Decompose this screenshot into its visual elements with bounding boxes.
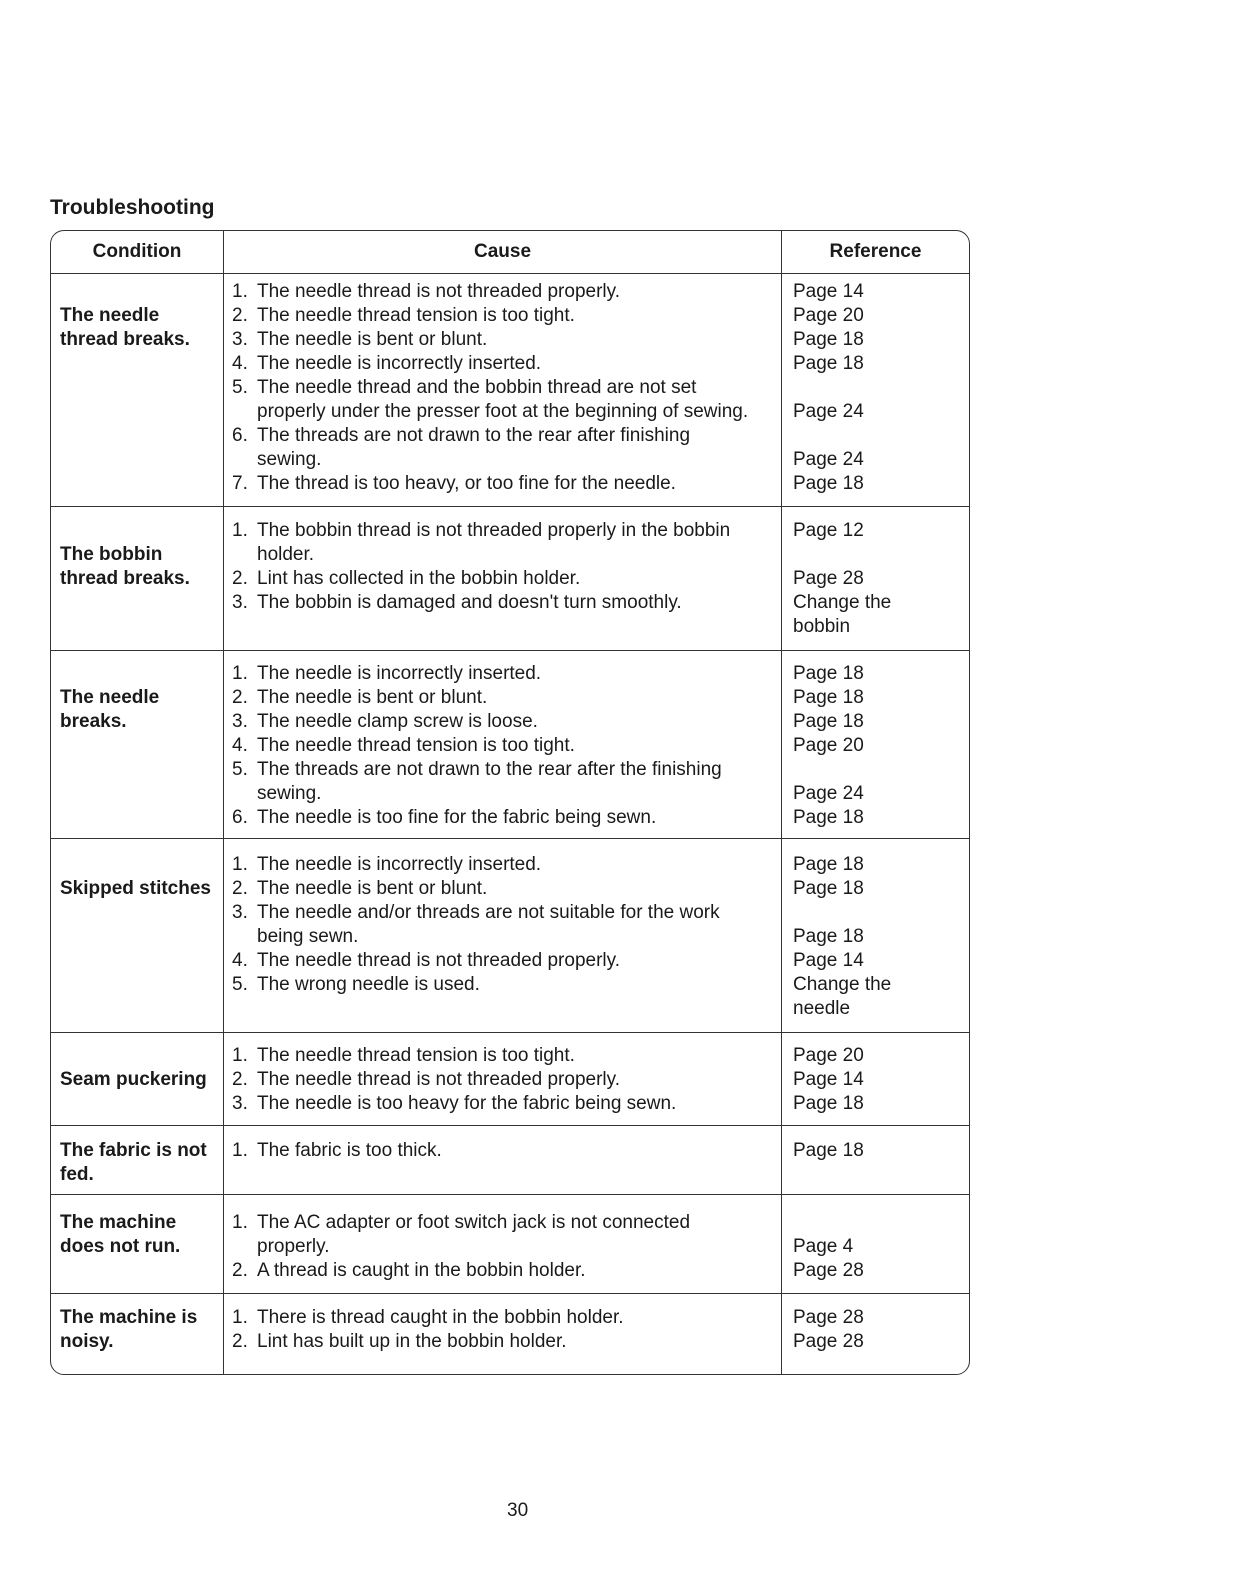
cause-text: The needle is incorrectly inserted.: [257, 854, 542, 875]
table-row: [51, 839, 969, 1033]
cause-number: 5.: [232, 759, 248, 780]
reference-line: [793, 901, 969, 925]
condition-cell: The machine does not run.: [51, 1195, 224, 1293]
cause-number: [232, 400, 257, 424]
cause-number: 1.: [232, 520, 248, 541]
cause-text: The AC adapter or foot switch jack is not connected: [257, 1212, 691, 1233]
cause-text: The needle thread tension is too tight.: [257, 1045, 575, 1066]
cause-number: 4.: [232, 950, 248, 971]
cause-line: [232, 662, 781, 686]
cause-line: [232, 280, 781, 304]
cause-number: 4.: [232, 353, 248, 374]
cause-number: 3.: [232, 1093, 248, 1114]
reference-cell: [782, 1195, 969, 1293]
reference-line: Page 14: [793, 1069, 864, 1090]
cause-line: [232, 1068, 781, 1092]
cause-text: properly under the presser foot at the beginning of sewing.: [257, 401, 749, 422]
cause-line: [232, 1235, 781, 1259]
reference-line: Page 18: [793, 329, 864, 350]
cause-cell: [224, 1195, 782, 1293]
cause-line: [232, 519, 781, 543]
cause-number: 1.: [232, 1307, 248, 1328]
cause-text: The needle thread is not threaded properly.: [257, 950, 620, 971]
cause-text: The needle is incorrectly inserted.: [257, 663, 542, 684]
reference-line: Page 18: [793, 807, 864, 828]
cause-number: 6.: [232, 807, 248, 828]
cause-text: The bobbin is damaged and doesn't turn smoothly.: [257, 592, 682, 613]
cause-line: [232, 400, 781, 424]
reference-line: Page 18: [793, 473, 864, 494]
cause-number: 1.: [232, 281, 248, 302]
cause-number: 1.: [232, 854, 248, 875]
cause-text: The bobbin thread is not threaded properly in the bobbin: [257, 520, 731, 541]
cause-line: [232, 949, 781, 973]
reference-line: Page 28: [793, 1331, 864, 1352]
cause-text: sewing.: [257, 783, 322, 804]
reference-cell: [782, 1294, 969, 1374]
cause-number: 2.: [232, 1260, 248, 1281]
cause-text: The needle thread is not threaded properly.: [257, 281, 620, 302]
cause-line: [232, 806, 781, 830]
cause-number: 3.: [232, 711, 248, 732]
cause-line: [232, 591, 781, 615]
condition-cell: Seam puckering: [51, 1033, 224, 1125]
reference-line: Page 20: [793, 1045, 864, 1066]
cause-line: [232, 543, 781, 567]
cause-line: [232, 448, 781, 472]
reference-line: Page 24: [793, 449, 864, 470]
cause-cell: [224, 274, 782, 506]
cause-number: 5.: [232, 377, 248, 398]
cause-text: properly.: [257, 1236, 330, 1257]
cause-line: [232, 1306, 781, 1330]
cause-line: [232, 1139, 781, 1163]
cause-line: [232, 352, 781, 376]
cause-number: [232, 925, 257, 949]
reference-line: needle: [793, 998, 851, 1019]
cause-line: [232, 304, 781, 328]
page-number: 30: [507, 1500, 529, 1521]
cause-cell: [224, 1126, 782, 1194]
reference-line: Page 20: [793, 305, 864, 326]
cause-text: holder.: [257, 544, 315, 565]
reference-line: bobbin: [793, 616, 851, 637]
cause-number: 3.: [232, 902, 248, 923]
cause-text: The needle and/or threads are not suitable for the work: [257, 902, 720, 923]
table-row: [51, 1033, 969, 1126]
cause-cell: [224, 1033, 782, 1125]
cause-text: The needle is bent or blunt.: [257, 878, 488, 899]
cause-number: [232, 997, 257, 1021]
page-title: Troubleshooting: [50, 196, 215, 219]
cause-line: [232, 973, 781, 997]
cause-line: [232, 710, 781, 734]
reference-line: Page 14: [793, 950, 864, 971]
cause-line: [232, 1044, 781, 1068]
reference-line: Page 18: [793, 663, 864, 684]
cause-line: [232, 1259, 781, 1283]
reference-line: Page 18: [793, 711, 864, 732]
cause-number: 2.: [232, 687, 248, 708]
reference-line: [793, 758, 969, 782]
cause-text: The needle thread tension is too tight.: [257, 305, 575, 326]
cause-number: 2.: [232, 878, 248, 899]
cause-line: [232, 997, 781, 1021]
reference-cell: [782, 651, 969, 838]
table-row: [51, 651, 969, 839]
header-cause: Cause: [224, 231, 782, 273]
reference-line: Page 12: [793, 520, 864, 541]
reference-line: Page 18: [793, 854, 864, 875]
reference-line: Page 18: [793, 926, 864, 947]
cause-line: [232, 782, 781, 806]
reference-line: Page 24: [793, 401, 864, 422]
cause-text: The needle is bent or blunt.: [257, 329, 488, 350]
cause-number: 5.: [232, 974, 248, 995]
reference-line: Page 14: [793, 281, 864, 302]
cause-cell: [224, 651, 782, 838]
cause-number: 6.: [232, 425, 248, 446]
cause-number: [232, 615, 257, 639]
cause-line: [232, 1330, 781, 1354]
reference-line: Page 18: [793, 1093, 864, 1114]
cause-text: The needle thread tension is too tight.: [257, 735, 575, 756]
header-reference: Reference: [829, 241, 922, 262]
cause-line: [232, 877, 781, 901]
cause-text: The needle is bent or blunt.: [257, 687, 488, 708]
cause-number: 2.: [232, 1331, 248, 1352]
cause-number: [232, 448, 257, 472]
header-condition: Condition: [51, 231, 224, 273]
cause-text: The needle thread and the bobbin thread are not set: [257, 377, 697, 398]
cause-line: [232, 925, 781, 949]
cause-text: Lint has collected in the bobbin holder.: [257, 568, 581, 589]
cause-text: Lint has built up in the bobbin holder.: [257, 1331, 567, 1352]
cause-line: [232, 615, 781, 639]
cause-line: [232, 376, 781, 400]
cause-text: The needle clamp screw is loose.: [257, 711, 538, 732]
cause-text: The needle thread is not threaded properly.: [257, 1069, 620, 1090]
reference-line: [793, 424, 969, 448]
reference-line: Page 18: [793, 353, 864, 374]
reference-line: Page 18: [793, 1140, 864, 1161]
cause-text: The needle is incorrectly inserted.: [257, 353, 542, 374]
cause-number: 3.: [232, 329, 248, 350]
reference-line: [793, 376, 969, 400]
cause-number: 3.: [232, 592, 248, 613]
reference-cell: [782, 1033, 969, 1125]
table-row: [51, 1126, 969, 1195]
condition-cell: The needle breaks.: [51, 651, 224, 838]
cause-number: [232, 543, 257, 567]
cause-text: sewing.: [257, 449, 322, 470]
cause-cell: [224, 1294, 782, 1374]
reference-line: Page 18: [793, 687, 864, 708]
reference-cell: [782, 274, 969, 506]
reference-line: [793, 543, 969, 567]
reference-line: Change the: [793, 592, 892, 613]
cause-text: The needle is too fine for the fabric being sewn.: [257, 807, 657, 828]
cause-text: The needle is too heavy for the fabric being sewn.: [257, 1093, 677, 1114]
cause-number: 4.: [232, 735, 248, 756]
cause-text: The threads are not drawn to the rear after finishing: [257, 425, 691, 446]
cause-text: There is thread caught in the bobbin holder.: [257, 1307, 624, 1328]
table-row: [51, 507, 969, 651]
reference-line: Page 18: [793, 878, 864, 899]
condition-cell: Skipped stitches: [51, 839, 224, 1032]
cause-number: [232, 782, 257, 806]
cause-number: 2.: [232, 305, 248, 326]
cause-number: 1.: [232, 663, 248, 684]
cause-line: [232, 1092, 781, 1116]
cause-cell: [224, 839, 782, 1032]
reference-line: Page 28: [793, 568, 864, 589]
table-body: [51, 274, 969, 1374]
condition-cell: The bobbin thread breaks.: [51, 507, 224, 650]
cause-line: [232, 734, 781, 758]
cause-cell: [224, 507, 782, 650]
condition-cell: The needle thread breaks.: [51, 274, 224, 506]
cause-text: The wrong needle is used.: [257, 974, 480, 995]
cause-line: [232, 1211, 781, 1235]
cause-number: 1.: [232, 1212, 248, 1233]
condition-cell: The machine is noisy.: [51, 1294, 224, 1374]
cause-line: [232, 758, 781, 782]
reference-line: Page 24: [793, 783, 864, 804]
reference-line: Page 28: [793, 1260, 864, 1281]
cause-line: [232, 328, 781, 352]
cause-number: 1.: [232, 1140, 248, 1161]
reference-cell: [782, 839, 969, 1032]
cause-line: [232, 686, 781, 710]
reference-cell: [782, 507, 969, 650]
cause-text: A thread is caught in the bobbin holder.: [257, 1260, 586, 1281]
cause-line: [232, 901, 781, 925]
cause-number: [232, 1235, 257, 1259]
cause-text: The thread is too heavy, or too fine for the needle.: [257, 473, 676, 494]
cause-text: The threads are not drawn to the rear after the finishing: [257, 759, 722, 780]
cause-line: [232, 424, 781, 448]
table-row: [51, 1195, 969, 1294]
table-header: [51, 231, 969, 274]
table-row: [51, 1294, 969, 1374]
table-row: [51, 274, 969, 507]
reference-line: [793, 1211, 969, 1235]
troubleshooting-table: [50, 230, 970, 1375]
cause-text: The fabric is too thick.: [257, 1140, 442, 1161]
cause-number: 2.: [232, 568, 248, 589]
cause-line: [232, 472, 781, 496]
reference-line: Page 4: [793, 1236, 854, 1257]
cause-line: [232, 853, 781, 877]
condition-cell: The fabric is not fed.: [51, 1126, 224, 1194]
cause-number: 7.: [232, 473, 248, 494]
cause-number: 1.: [232, 1045, 248, 1066]
cause-text: being sewn.: [257, 926, 359, 947]
cause-number: 2.: [232, 1069, 248, 1090]
cause-line: [232, 567, 781, 591]
reference-cell: [782, 1126, 969, 1194]
reference-line: Page 20: [793, 735, 864, 756]
reference-line: Change the: [793, 974, 892, 995]
reference-line: Page 28: [793, 1307, 864, 1328]
